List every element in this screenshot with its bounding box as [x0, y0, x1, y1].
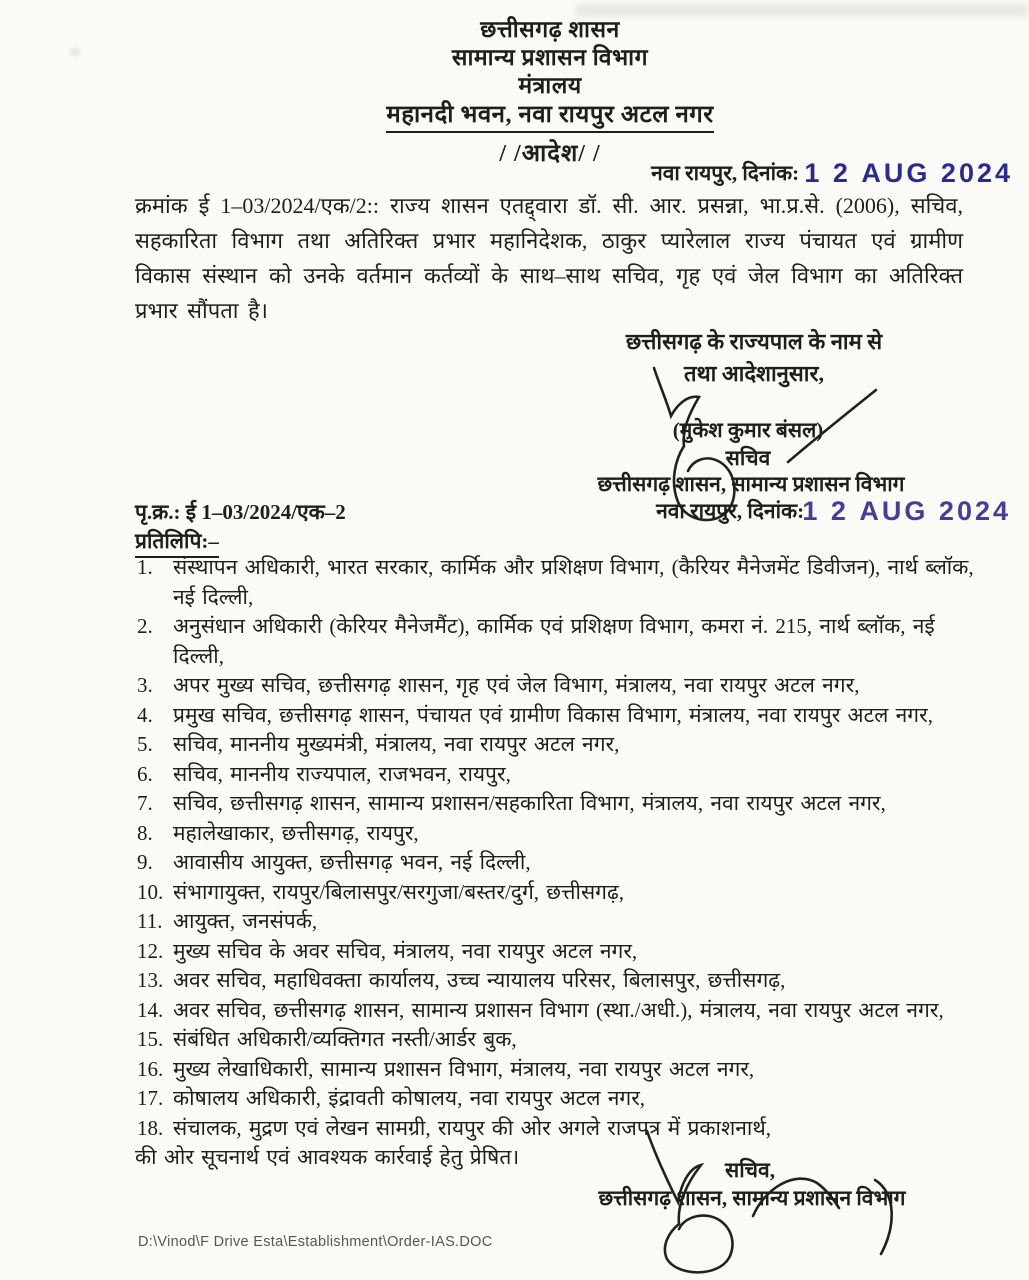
copy-list-item-text: मुख्य लेखाधिकारी, सामान्य प्रशासन विभाग, मंत्रालय, नवा रायपुर अटल नगर,	[173, 1056, 755, 1081]
copy-list-item-text: सचिव, छत्तीसगढ़ शासन, सामान्य प्रशासन/सहकारिता विभाग, मंत्रालय, नवा रायपुर अटल नगर,	[173, 791, 886, 815]
copy-list-item-number: 17.	[137, 1086, 164, 1110]
copy-list-item-number: 8.	[137, 820, 153, 845]
copy-list-item	[135, 937, 980, 967]
date-prefix-2: नवा रायपुर, दिनांक:	[656, 499, 805, 523]
copy-list-item-text: संस्थापन अधिकारी, भारत सरकार, कार्मिक और प्रशिक्षण विभाग, (कैरियर मैनेजमेंट डिवीजन), नार्थ ब्लॉक, नई दिल्ली,	[173, 555, 974, 609]
copy-list-item-number: 13.	[137, 968, 164, 992]
copy-list-item-text: अपर मुख्य सचिव, छत्तीसगढ़ शासन, गृह एवं जेल विभाग, मंत्रालय, नवा रायपुर अटल नगर,	[173, 673, 860, 697]
signatory-dept: छत्तीसगढ़ शासन, सामान्य प्रशासन विभाग	[597, 472, 905, 496]
copy-list-item	[135, 907, 980, 937]
authority-line-1: छत्तीसगढ़ के राज्यपाल के नाम से	[625, 329, 883, 354]
signatory2-title: सचिव,	[725, 1158, 775, 1182]
copy-list-item-text: संबंधित अधिकारी/व्यक्तिगत नस्ती/आर्डर बुक,	[173, 1027, 517, 1051]
copy-list-item-number: 4.	[137, 702, 153, 727]
copy-list-item-number: 10.	[137, 879, 164, 904]
date-line-bottom	[656, 496, 1011, 527]
copy-list-item	[135, 671, 980, 701]
copy-list-item-number: 9.	[137, 850, 153, 874]
reference-number: पृ.क्र.: ई 1–03/2024/एक–2	[135, 500, 346, 524]
copy-list-item-text: संभागायुक्त, रायपुर/बिलासपुर/सरगुजा/बस्तर/दुर्ग, छत्तीसगढ़,	[173, 879, 625, 904]
copy-list-item	[135, 760, 980, 790]
copy-list-item-text: सचिव, माननीय राज्यपाल, राजभवन, रायपुर,	[173, 761, 511, 786]
copy-to-heading: प्रतिलिपि:–	[135, 527, 219, 558]
copy-list-item	[135, 848, 980, 878]
copy-list-item	[135, 996, 980, 1026]
document-header	[135, 16, 965, 133]
copy-list-item	[135, 1084, 980, 1114]
date-stamp-2: 1 2 AUG 2024	[802, 496, 1011, 526]
copy-list-item-text: संचालक, मुद्रण एवं लेखन सामग्री, रायपुर की ओर अगले राजपत्र में प्रकाशनार्थ,	[173, 1115, 772, 1140]
copy-list-item-number: 7.	[137, 791, 153, 815]
copy-list-item-number: 16.	[137, 1056, 164, 1081]
copy-list-item	[135, 553, 980, 612]
date-line-top	[651, 158, 1013, 189]
copy-list-item-text: अनुसंधान अधिकारी (केरियर मैनेजमैंट), कार्मिक एवं प्रशिक्षण विभाग, कमरा नं. 215, नार्थ ब्लॉक, नई दिल्ली,	[173, 614, 935, 668]
copy-list-item	[135, 1114, 980, 1144]
copy-list-item-number: 5.	[137, 732, 153, 756]
department-name: सामान्य प्रशासन विभाग	[451, 45, 649, 70]
scan-artifact-dot	[70, 48, 80, 56]
copy-list-item-text: महालेखाकार, छत्तीसगढ़, रायपुर,	[173, 820, 419, 845]
copy-list-section	[135, 553, 980, 1173]
government-name: छत्तीसगढ़ शासन	[480, 17, 620, 42]
copy-list-item-number: 15.	[137, 1027, 164, 1051]
order-body-paragraph: क्रमांक ई 1–03/2024/एक/2:: राज्य शासन एतद्द्वारा डॉ. सी. आर. प्रसन्ना, भा.प्र.से. (2006), सचिव, सहकारिता विभाग तथा अतिरिक्त प्रभार महानिदेशक, ठाकुर प्यारेलाल राज्य पंचायत एवं ग्रामीण विकास संस्थान को उनके वर्तमान कर्तव्यों के साथ–साथ सचिव, गृह एवं जेल विभाग का अतिरिक्त प्रभार सौंपता है।	[135, 193, 963, 323]
copy-list-item	[135, 878, 980, 908]
copy-list-item	[135, 819, 980, 849]
copy-list-item-text: कोषालय अधिकारी, इंद्रावती कोषालय, नवा रायपुर अटल नगर,	[173, 1086, 646, 1110]
ministry-name: मंत्रालय	[518, 73, 582, 98]
closing-line: की ओर सूचनार्थ एवं आवश्यक कार्रवाई हेतु प्रेषित।	[135, 1145, 520, 1169]
date-stamp: 1 2 AUG 2024	[804, 158, 1013, 188]
copy-list-item-number: 2.	[137, 614, 153, 638]
copy-list-item	[135, 730, 980, 760]
copy-list	[135, 553, 980, 1143]
signatory-name: (मुकेश कुमार बंसल)	[672, 418, 824, 442]
copy-list-item	[135, 789, 980, 819]
copy-list-item	[135, 612, 980, 671]
file-path-footer: D:\Vinod\F Drive Esta\Establishment\Order-IAS.DOC	[138, 1234, 493, 1250]
signatory-title: सचिव	[725, 446, 771, 470]
copy-list-item-number: 6.	[137, 761, 153, 786]
copy-list-item-text: आयुक्त, जनसंपर्क,	[173, 909, 318, 933]
copy-list-item-text: आवासीय आयुक्त, छत्तीसगढ़ भवन, नई दिल्ली,	[173, 850, 531, 874]
copy-list-item-text: प्रमुख सचिव, छत्तीसगढ़ शासन, पंचायत एवं ग्रामीण विकास विभाग, मंत्रालय, नवा रायपुर अटल नगर,	[173, 702, 933, 727]
copy-list-item-text: अवर सचिव, महाधिवक्ता कार्यालय, उच्च न्यायालय परिसर, बिलासपुर, छत्तीसगढ़,	[173, 968, 786, 992]
copy-list-item-text: मुख्य सचिव के अवर सचिव, मंत्रालय, नवा रायपुर अटल नगर,	[173, 938, 638, 963]
copy-list-item-text: सचिव, माननीय मुख्यमंत्री, मंत्रालय, नवा रायपुर अटल नगर,	[173, 732, 620, 756]
order-title: / /आदेश/ /	[499, 141, 601, 167]
copy-list-item-number: 12.	[137, 938, 164, 963]
address-line: महानदी भवन, नवा रायपुर अटल नगर	[386, 101, 713, 133]
copy-list-item-number: 3.	[137, 673, 153, 697]
copy-list-item-text: अवर सचिव, छत्तीसगढ़ शासन, सामान्य प्रशासन विभाग (स्था./अधी.), मंत्रालय, नवा रायपुर अटल नगर,	[173, 997, 944, 1022]
authority-block	[598, 326, 910, 390]
copy-list-item	[135, 1055, 980, 1085]
copy-list-item	[135, 1025, 980, 1055]
date-prefix: नवा रायपुर, दिनांक:	[651, 161, 800, 185]
signatory2-dept: छत्तीसगढ़ शासन, सामान्य प्रशासन विभाग	[598, 1186, 906, 1210]
authority-line-2: तथा आदेशानुसार,	[684, 361, 824, 386]
copy-list-item	[135, 701, 980, 731]
copy-list-item	[135, 966, 980, 996]
copy-list-item-number: 1.	[137, 555, 153, 579]
copy-list-item-number: 14.	[137, 997, 164, 1022]
copy-list-item-number: 11.	[137, 909, 163, 933]
copy-list-item-number: 18.	[137, 1115, 164, 1140]
